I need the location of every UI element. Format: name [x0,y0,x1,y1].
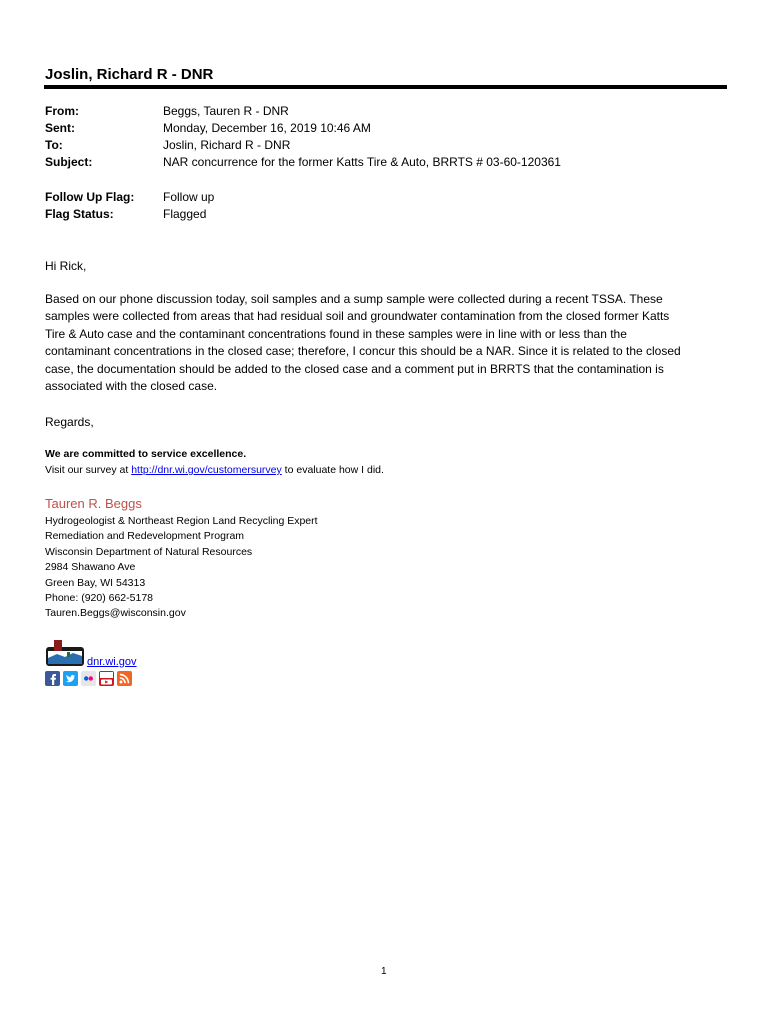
to-value: Joslin, Richard R - DNR [163,138,291,152]
service-excellence-heading: We are committed to service excellence. [45,448,247,460]
facebook-icon[interactable] [45,671,60,686]
dnr-logo-icon[interactable] [45,639,85,667]
signature-title: Hydrogeologist & Northeast Region Land Recycling Expert [45,515,318,527]
page-number: 1 [381,966,387,977]
greeting: Hi Rick, [45,259,87,273]
header-divider [44,85,727,89]
body-line: samples were collected from areas that had residual soil and groundwater contamination from the closed former Katts [45,309,670,324]
survey-prefix: Visit our survey at [45,464,132,476]
from-value: Beggs, Tauren R - DNR [163,104,289,118]
survey-line [45,463,384,478]
follow-up-flag-row [45,189,685,206]
flickr-icon[interactable] [81,671,96,686]
signature-city: Green Bay, WI 54313 [45,576,146,589]
signature-email: Tauren.Beggs@wisconsin.gov [45,607,186,620]
signature-program: Remediation and Redevelopment Program [45,530,245,543]
flag-status-label: Flag Status: [45,207,114,221]
body-line: associated with the closed case. [45,379,218,394]
signature-phone: Phone: (920) 662-5178 [45,592,153,605]
twitter-icon[interactable] [63,671,78,686]
survey-link[interactable]: http://dnr.wi.gov/customersurvey [131,464,282,476]
subject-label: Subject: [45,155,93,169]
from-row [45,103,685,120]
youtube-icon[interactable] [99,671,114,686]
dnr-website-link[interactable]: dnr.wi.gov [87,656,137,668]
signature-street: 2984 Shawano Ave [45,561,136,574]
body-line: contaminant concentrations in the closed case; therefore, I concur this should be a NAR. Since it is related to the closed [45,344,681,359]
closing: Regards, [45,415,94,429]
message-header [45,103,685,171]
body-line: case, the documentation should be added to the closed case and a comment put in BRRTS that the contamination is [45,361,664,376]
signature-department: Wisconsin Department of Natural Resources [45,545,253,558]
mailbox-owner-title: Joslin, Richard R - DNR [45,66,214,83]
flag-status-value: Flagged [163,207,207,221]
follow-up-flag-value: Follow up [163,190,215,204]
body-line: Tire & Auto case and the contaminant concentrations found in these samples were in line with or less than the [45,326,627,341]
to-row [45,137,685,154]
sent-row [45,120,685,137]
body-line: Based on our phone discussion today, soil samples and a sump sample were collected during a recent TSSA. These [45,292,663,306]
signature-block [45,514,318,622]
sent-label: Sent: [45,121,75,135]
flag-status-row [45,206,685,223]
signature-name: Tauren R. Beggs [45,496,142,511]
message-body [45,291,725,395]
to-label: To: [45,138,63,152]
survey-suffix: to evaluate how I did. [281,464,384,476]
subject-value: NAR concurrence for the former Katts Tire & Auto, BRRTS # 03-60-120361 [163,155,561,169]
follow-up-flag-label: Follow Up Flag: [45,190,135,204]
from-label: From: [45,104,79,118]
flag-header [45,189,685,223]
subject-row [45,154,685,171]
rss-icon[interactable] [117,671,132,686]
sent-value: Monday, December 16, 2019 10:46 AM [163,121,371,135]
